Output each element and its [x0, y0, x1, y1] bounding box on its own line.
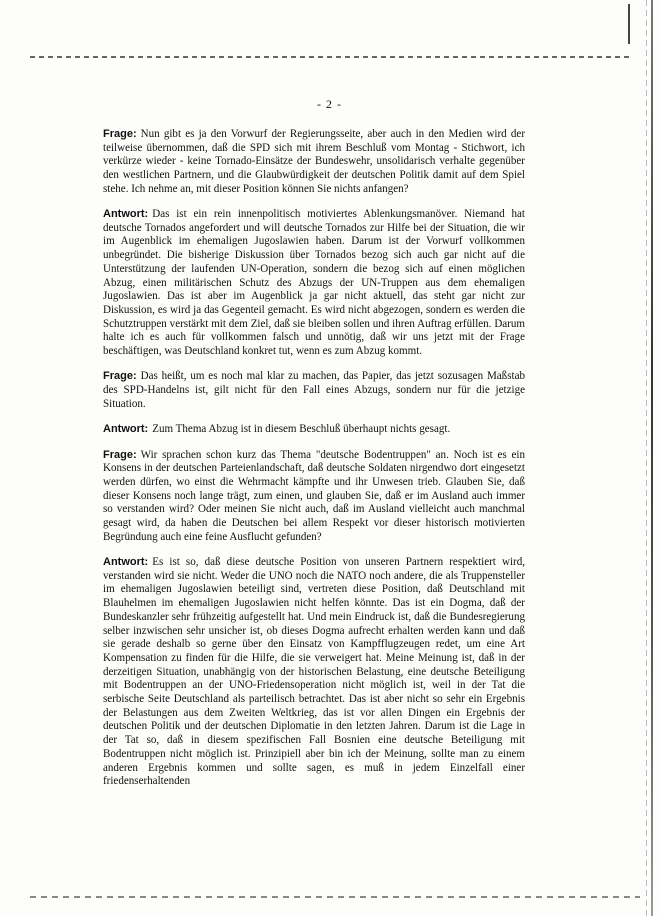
- speaker-label: Antwort:: [103, 422, 149, 435]
- page-number: - 2 -: [317, 97, 342, 111]
- paragraph-answer-2: [103, 423, 525, 437]
- perforation-line-top: [30, 56, 630, 58]
- paragraph-question-3: [103, 449, 525, 545]
- paragraph-question-2: [103, 370, 525, 411]
- interview-text: [103, 128, 525, 800]
- paragraph-text: Nun gibt es ja den Vorwurf der Regierungsseite, aber auch in den Medien wird der teilweise übernommen, daß die SPD sich mit ihrem Beschluß vom Montag - Stichwort, ich verkürze wieder - keine Tornado-Einsätze der Bundeswehr, unsolidarisch verhalte gegenüber den westlichen Partnern, und die Glaubwürdigkeit der deutschen Politik damit auf dem Spiel stehe. Ich nehme an, mit dieser Position können Sie nichts anfangen?: [103, 128, 525, 195]
- scan-edge-mark: [598, 4, 630, 44]
- paragraph-question-1: [103, 128, 525, 197]
- paragraph-answer-1: [103, 208, 525, 359]
- paragraph-text: Das heißt, um es noch mal klar zu machen, das Papier, das jetzt sozusagen Maßstab des SPD-Handelns ist, gilt nicht für den Fall eines Abzugs, sondern nur für die jetzige Situation.: [103, 370, 525, 410]
- paragraph-answer-3: [103, 556, 525, 789]
- speaker-label: Frage:: [103, 448, 137, 461]
- speaker-label: Antwort:: [103, 555, 149, 568]
- speaker-label: Frage:: [103, 370, 137, 383]
- paragraph-text: Wir sprachen schon kurz das Thema "deutsche Bodentruppen" an. Noch ist es ein Konsens in der deutschen Parteienlandschaft, daß deutsche Soldaten nirgendwo dort eingesetzt werden dürfen, wo einst die Wehrmacht kämpfte und ihr Unwesen trieb. Glauben Sie, daß dieser Konsens noch lange trägt, zum einen, und glauben Sie, daß er im Ausland auch immer so verstanden wird? Oder meinen Sie nicht auch, daß im Ausland vielleicht auch manchmal gesagt wird, da haben die Deutschen bei allem Respekt vor dieser historisch motivierten Begründung auch eine feine Ausflucht gefunden?: [103, 448, 525, 543]
- scan-edge-right: [651, 0, 653, 916]
- speaker-label: Frage:: [103, 128, 137, 140]
- perforation-line-bottom: [30, 896, 640, 898]
- speaker-label: Antwort:: [103, 208, 149, 221]
- paragraph-text: Das ist ein rein innenpolitisch motiviertes Ablenkungsmanöver. Niemand hat deutsche Tornados angefordert und will deutsche Tornados zur Hilfe bei der Situation, die wir im Augenblick im ehemaligen Jugoslawien haben. Darum ist der Vorwurf vollkommen unbegründet. Die bisherige Diskussion über Tornados bezog sich auch gar nicht auf die Unterstützung der laufenden UN-Operation, sondern die bezog sich auf einen möglichen Abzug, einen militärischen Schutz des Abzugs der UN-Truppen aus dem ehemaligen Jugoslawien. Das ist aber im Augenblick ja gar nicht aktuell, das steht gar nicht zur Diskussion, es wird ja das Gegenteil gemacht. Es wird nicht abgezogen, sondern es werden die Schutztruppen verstärkt mit dem Ziel, daß sie bleiben sollen und ihren Auftrag erfüllen. Darum halte ich es auch für vollkommen falsch und unnötig, daß wir uns jetzt mit der Frage beschäftigen, was Deutschland konkret tut, wenn es zum Abzug kommt.: [103, 208, 525, 358]
- paragraph-text: Es ist so, daß diese deutsche Position von unseren Partnern respektiert wird, verstanden wird sie nicht. Weder die UNO noch die NATO noch andere, die als Truppensteller im ehemaligen Jugoslawien beteiligt sind, vertreten diese Position, daß Deutschland mit Blauhelmen im ehemaligen Jugoslawien nicht helfen könnte. Das ist ein Dogma, daß der Bundeskanzler sehr frühzeitig aufgestellt hat. Und mein Eindruck ist, daß die Bundesregierung selber inzwischen sehr unsicher ist, ob dieses Dogma aufrecht erhalten werden kann und daß sie gerade deshalb so gerne über den Einsatz von Kampfflugzeugen redet, um eine Art Kompensation zu finden für die Hilfe, die sie verweigert hat. Meine Meinung ist, daß in der derzeitigen Situation, unabhängig von der historischen Belastung, eine deutsche Beteiligung mit Bodentruppen an der UNO-Friedensoperation nicht möglich ist, weil in der Tat die serbische Seite Deutschland als parteilisch betrachtet. Das ist aber nicht so sehr ein Ergebnis der Belastungen aus dem Zweiten Weltkrieg, das ist vor allen Dingen ein Ergebnis der deutschen Politik und der deutschen Diplomatie in den letzten Jahren. Darum ist die Lage in der Tat so, daß in diesem spezifischen Fall Bosnien eine deutsche Beteiligung mit Bodentruppen nicht möglich ist. Prinzipiell aber bin ich der Meinung, sollte man zu einem anderen Ergebnis kommen und sollte sagen, es muß in jedem Einzelfall einer friedenserhaltenden: [103, 555, 525, 788]
- paragraph-text: Zum Thema Abzug ist in diesem Beschluß überhaupt nichts gesagt.: [152, 422, 451, 435]
- scan-edge-right-dashed: [646, 0, 647, 916]
